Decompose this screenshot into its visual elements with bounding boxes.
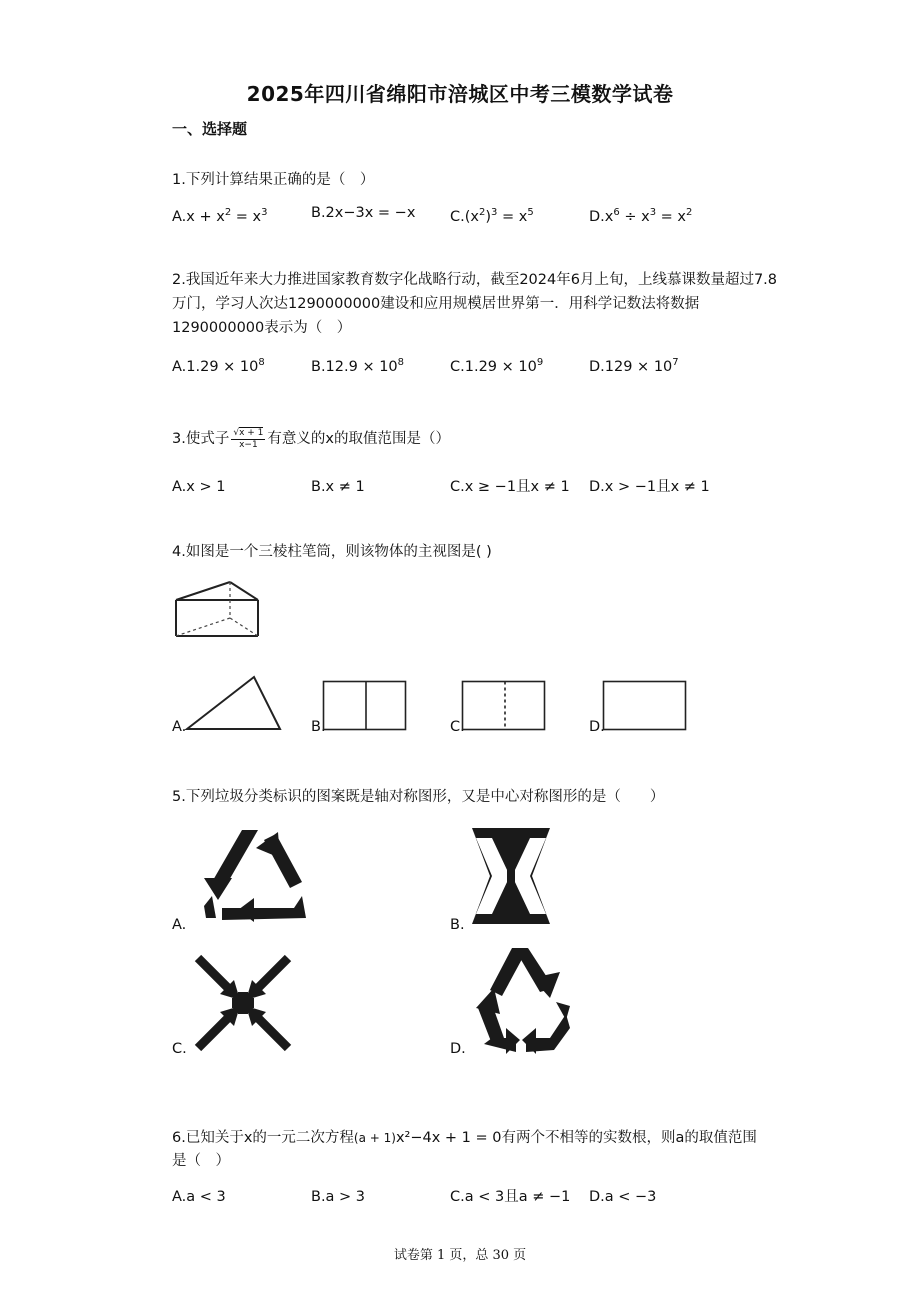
q5-option-b-label[interactable]: B. bbox=[450, 917, 465, 933]
q6-option-c[interactable]: C.a < 3且a ≠ −1 bbox=[450, 1189, 571, 1205]
q6-option-b[interactable]: B.a > 3 bbox=[311, 1189, 366, 1205]
fraction-expression: $\frac{√x + 1}{x-1}$ bbox=[233, 427, 264, 450]
page-title: 2025年四川省绵阳市涪城区中考三模数学试卷 bbox=[246, 82, 674, 106]
question-5-stem: 5.下列垃圾分类标识的图案既是轴对称图形，又是中心对称图形的是（ ） bbox=[172, 789, 665, 805]
q1-option-b[interactable]: B.2x−3x = −x bbox=[311, 205, 416, 221]
q2-option-c[interactable]: $C.1.29 \times 10^9$ bbox=[450, 357, 544, 375]
question-6-stem-line2: 是（ ） bbox=[172, 1153, 230, 1169]
q3-option-c[interactable]: C.x ≥ −1且x ≠ 1 bbox=[450, 479, 570, 495]
q6-option-d[interactable]: D.a < −3 bbox=[589, 1189, 657, 1205]
question-6-stem: 6.已知关于x的一元二次方程(a + 1)x²−4x + 1 = 0有两个不相等的实数根，则a的取值范围 bbox=[172, 1130, 757, 1146]
q4-option-a-label[interactable]: A. bbox=[172, 719, 187, 735]
q3-option-b[interactable]: B.x ≠ 1 bbox=[311, 479, 365, 495]
question-4-stem: 4.如图是一个三棱柱笔筒，则该物体的主视图是( ) bbox=[172, 544, 492, 560]
q2-option-b[interactable]: $B.12.9 \times 10^8$ bbox=[311, 357, 405, 375]
question-2-stem: 2.我国近年来大力推进国家教育数字化战略行动，截至2024年6月上旬，上线慕课数量超过7.8万门，学习人次达1290000000建设和应用规模居世界第一．用科学记数法将数据1290000000表示为（ ） bbox=[172, 272, 778, 336]
q5-option-c-label[interactable]: C. bbox=[172, 1041, 187, 1057]
q4-option-d-label[interactable]: D. bbox=[589, 719, 605, 735]
question-1-stem: 1.下列计算结果正确的是（ ） bbox=[172, 172, 375, 188]
q2-option-d[interactable]: $D.129 \times 10^7$ bbox=[589, 357, 679, 375]
q3-option-a[interactable]: A.x > 1 bbox=[172, 479, 226, 495]
q6-option-a[interactable]: A.a < 3 bbox=[172, 1189, 226, 1205]
q1-option-a[interactable]: $A.x + x^2 = x^3$ bbox=[172, 207, 268, 225]
triangular-prism-figure bbox=[172, 578, 264, 640]
q5-option-d-recycle-icon[interactable] bbox=[470, 944, 572, 1054]
q1-option-d[interactable]: $D.x^6 \div x^3 = x^2$ bbox=[589, 207, 693, 225]
q4-option-c-label[interactable]: C. bbox=[450, 719, 465, 735]
q5-option-c-arrows-x-icon[interactable] bbox=[194, 954, 292, 1052]
q5-option-b-hourglass-icon[interactable] bbox=[470, 826, 552, 926]
q4-option-d-rectangle[interactable] bbox=[602, 680, 688, 732]
page-footer: 试卷第 1 页，总 30 页 bbox=[393, 1248, 527, 1263]
q5-option-a-recycle-icon[interactable] bbox=[198, 826, 308, 924]
q4-option-a-triangle[interactable] bbox=[184, 674, 284, 732]
q5-option-a-label[interactable]: A. bbox=[172, 917, 187, 933]
q4-option-c-rectangle-dashed-line[interactable] bbox=[461, 680, 547, 732]
q5-option-d-label[interactable]: D. bbox=[450, 1041, 466, 1057]
q4-option-b-label[interactable]: B. bbox=[311, 719, 326, 735]
q4-option-b-rectangle-solid-line[interactable] bbox=[322, 680, 408, 732]
q2-option-a[interactable]: $A.1.29 \times 10^8$ bbox=[172, 357, 265, 375]
question-3-stem: 3.使式子 $\frac{√x + 1}{x-1}$ 有意义的x的取值范围是（） bbox=[172, 427, 451, 450]
q1-option-c[interactable]: $C.(x^2)^3 = x^5$ bbox=[450, 207, 534, 225]
section-heading: 一、选择题 bbox=[172, 120, 248, 138]
q3-option-d[interactable]: D.x > −1且x ≠ 1 bbox=[589, 479, 710, 495]
